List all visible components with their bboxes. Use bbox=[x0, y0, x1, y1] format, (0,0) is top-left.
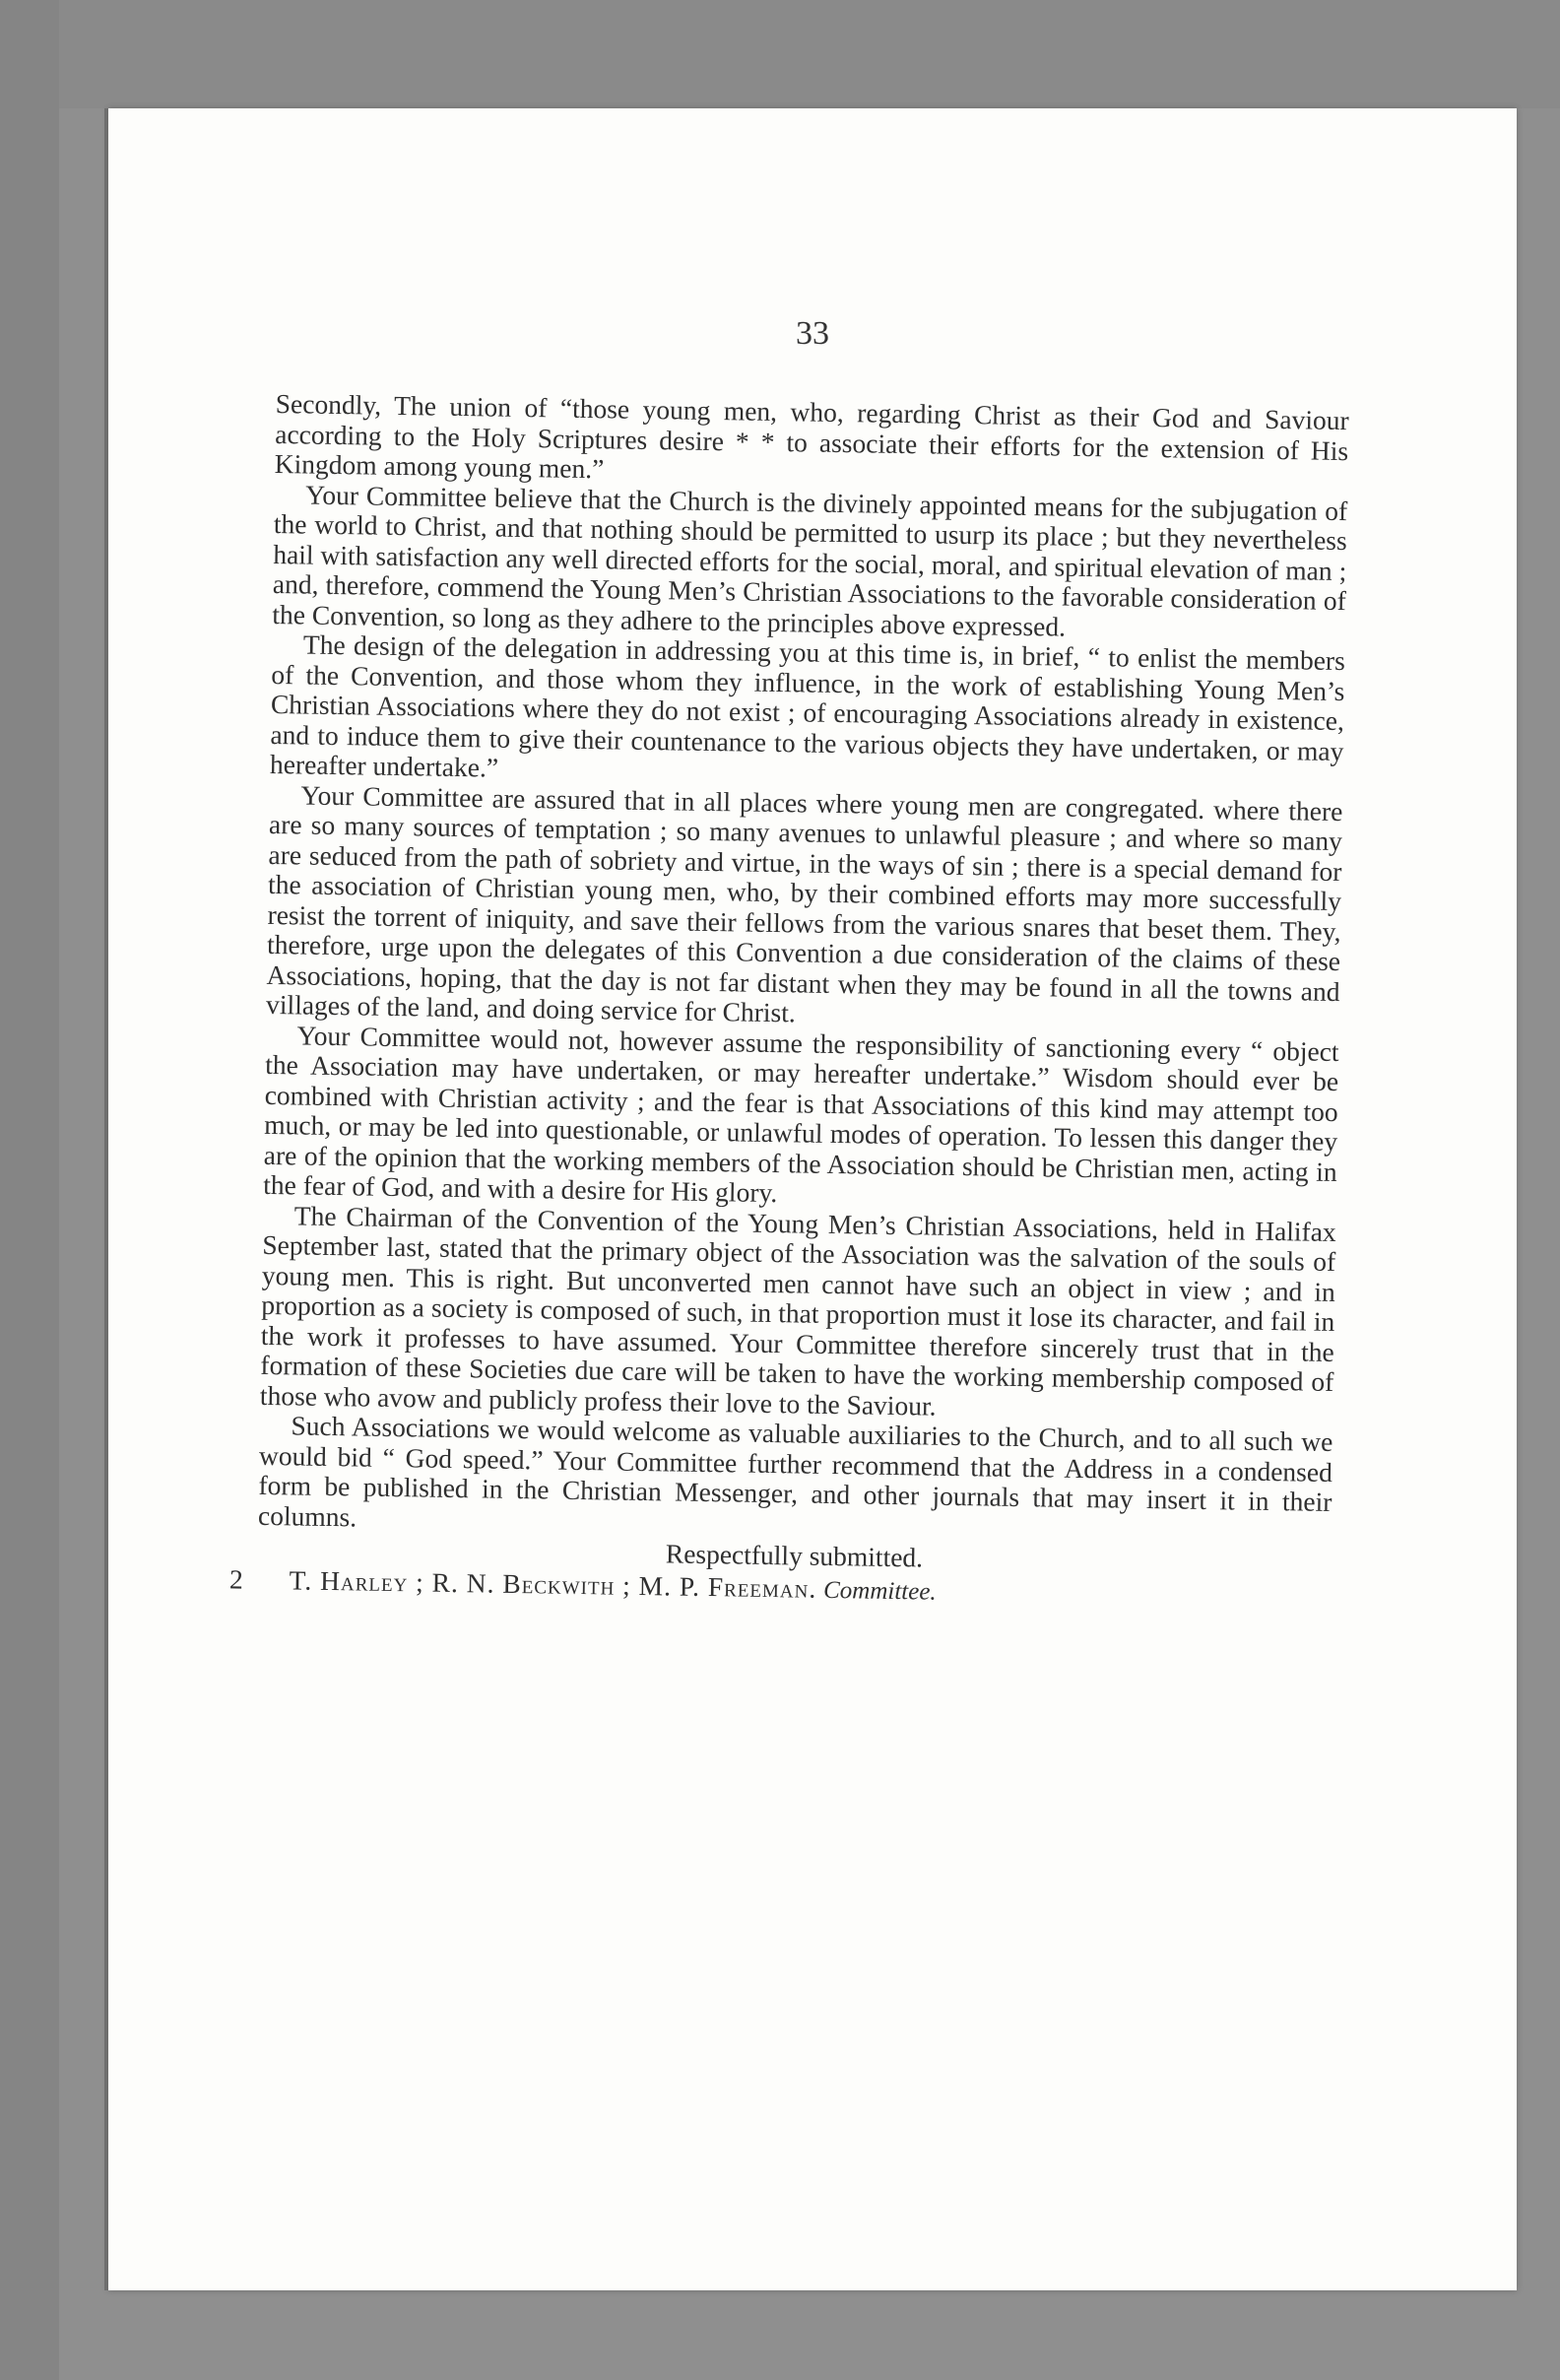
sheet-signature-mark: 2 bbox=[228, 1562, 244, 1595]
paragraph-design-of-delegation: The design of the delegation in addressing you at this time is, in brief, “ to enlist the members of the Convention, and those whom they influence, in the work of establishing Young Men’s Christian Associations where they do not exist ; of encouraging Associations already in existence, and to induce them to give their countenance to the various objects they have undertaken, or may hereafter undertake.” bbox=[269, 628, 1346, 783]
paragraph-secondly: Secondly, The union of “those young men, who, regarding Christ as their God and Saviour according to the Holy Scriptures desire * * to associate their efforts for the extension of His Kingdom among young men.” bbox=[274, 388, 1349, 485]
paragraph-responsibility: Your Committee would not, however assume the responsibility of sanctioning every “ object the Association may have undertaken, or may hereafter undertake.” Wisdom should ever be combined with Christian activity ; and the fear is that Associations of this kind may attempt too much, or may be led into questionable, or unlawful modes of operation. To lessen this danger they are of the opinion that the working members of the Association should be Christian men, acting in the fear of God, and with a desire for His glory. bbox=[263, 1019, 1339, 1209]
scan-background-edge bbox=[0, 0, 59, 2380]
paragraph-such-associations: Such Associations we would welcome as valuable auxiliaries to the Church, and to all such we would bid “ God speed.” Your Committee further recommend that the Address in a condensed form be published in the Christian Messenger, and other journals that may insert it in their columns. bbox=[257, 1410, 1333, 1532]
document-page bbox=[108, 108, 1517, 2290]
paragraph-chairman-halifax: The Chairman of the Convention of the Young Men’s Christian Associations, held in Halifax September last, stated that the primary object of the Association was the salvation of the souls of young men. This is right. But unconverted men cannot have such an object in view ; and in proportion as a society is composed of such, in that proportion must it lose its character, and fail in the work it professes to have assumed. Your Committee therefore sincerely trust that in the formation of these Societies due care will be taken to have the working membership composed of those who avow and publicly profess their love to the Saviour. bbox=[259, 1199, 1336, 1421]
paragraph-church-divinely-appointed: Your Committee believe that the Church is the divinely appointed means for the subjugation of the world to Christ, and that nothing should be permitted to usurp its place ; but they nevertheless hail with satisfaction any well directed efforts for the social, moral, and spiritual elevation of man ; and, therefore, commend the Young Men’s Christian Associations to the favorable consideration of the Convention, so long as they adhere to the principles above expressed. bbox=[272, 478, 1348, 642]
page-number: 33 bbox=[796, 315, 829, 352]
committee-names: T. Harley ; R. N. Beckwith ; M. P. Freeman. bbox=[289, 1563, 817, 1604]
closing-respectfully-submitted: Respectfully submitted. bbox=[665, 1538, 924, 1573]
body-text bbox=[228, 388, 1349, 1614]
committee-role: Committee. bbox=[822, 1576, 937, 1606]
scan-background-top bbox=[0, 0, 1560, 108]
paragraph-young-men-congregated: Your Committee are assured that in all places where young men are congregated. where there are so many sources of temptation ; so many avenues to unlawful pleasure ; and where so many are seduced from the path of sobriety and virtue, in the ways of sin ; there is a special demand for the association of Christian young men, who, by their combined efforts may more successfully resist the torrent of iniquity, and save their fellows from the various snares that beset them. They, therefore, urge upon the delegates of this Convention a due consideration of the claims of these Associations, hoping, that the day is not far distant when they may be found in all the towns and villages of the land, and doing service for Christ. bbox=[265, 778, 1343, 1028]
